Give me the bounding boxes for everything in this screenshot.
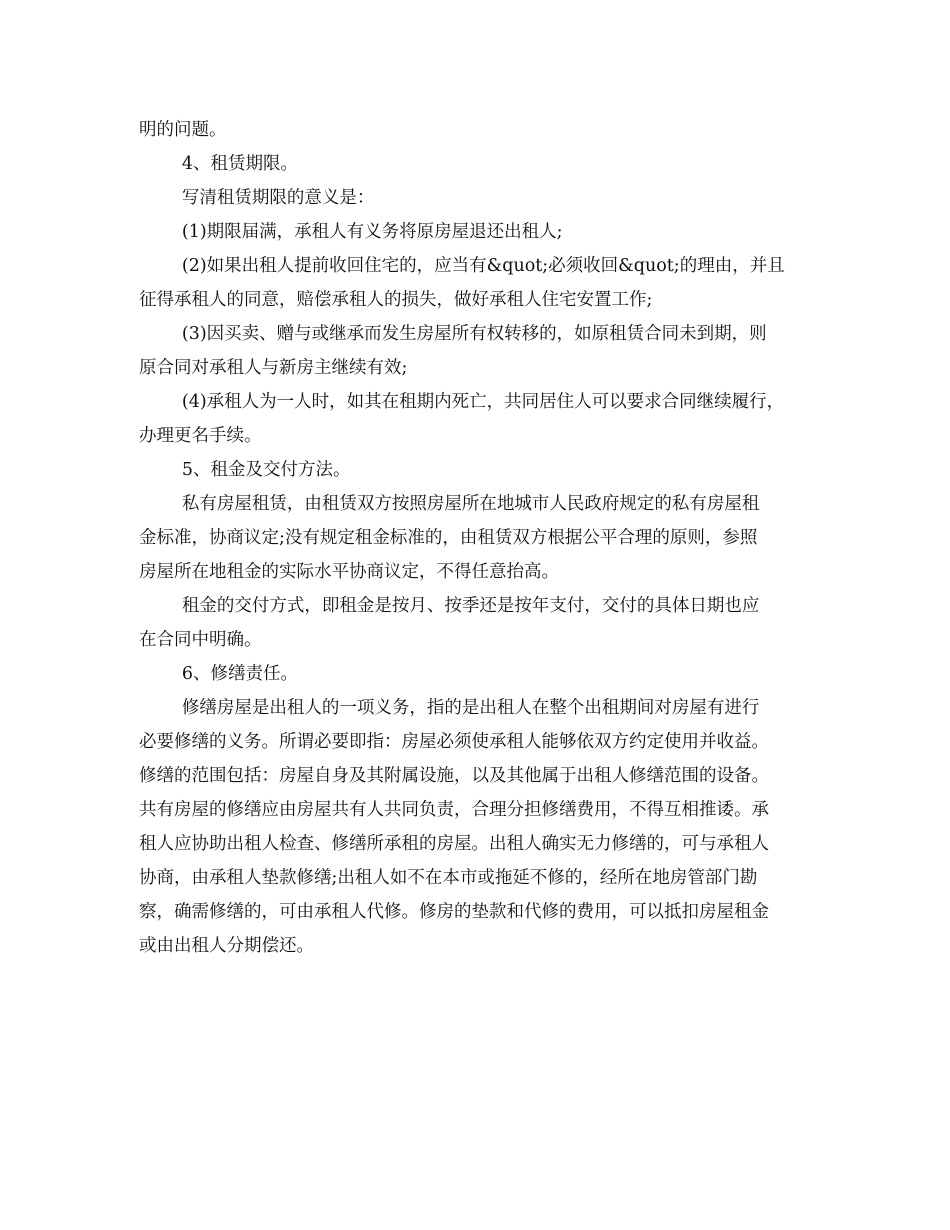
paragraph-lease-term-intro: 写清租赁期限的意义是： [181,188,375,208]
section-heading-rent-payment: 5、租金及交付方法。 [181,460,351,480]
section-heading-repair: 6、修缮责任。 [181,664,299,684]
document-body [139,113,839,963]
paragraph-item-3: (3)因买卖、赠与或继承而发生房屋所有权转移的，如原租赁合同未到期，则 原合同对承租人与新房主继续有效; [139,324,767,378]
paragraph-private-rent: 私有房屋租赁，由租赁双方按照房屋所在地城市人民政府规定的私有房屋租 金标准，协商议定;没有规定租金标准的，由租赁双方根据公平合理的原则，参照 房屋所在地租金的实际水平协商议定，不得任意抬高。 [139,494,760,582]
paragraph-item-4: (4)承租人为一人时，如其在租期内死亡，共同居住人可以要求合同继续履行， 办理更名手续。 [139,392,785,446]
paragraph-continuation: 明的问题。 [139,120,227,140]
paragraph-payment-method: 租金的交付方式，即租金是按月、按季还是按年支付，交付的具体日期也应 在合同中明确。 [139,596,760,650]
section-heading-lease-term: 4、租赁期限。 [181,154,299,174]
paragraph-repair-duty: 修缮房屋是出租人的一项义务，指的是出租人在整个出租期间对房屋有进行 必要修缮的义务。所谓必要即指：房屋必须使承租人能够依双方约定使用并收益。 修缮的范围包括：房屋自身及其附属设施，以及其他属于出租人修缮范围的设备。 共有房屋的修缮应由房屋共有人共同负责，合理分担修缮费用，不得互相推诿。承 租人应协助出租人检查、修缮所承租的房屋。出租人确实无力修缮的，可与承租人 协商，由承租人垫款修缮;出租人如不在本市或拖延不修的，经所在地房管部门勘 察，确需修缮的，可由承租人代修。修房的垫款和代修的费用，可以抵扣房屋租金 或由出租人分期偿还。 [139,698,769,956]
paragraph-item-2: (2)如果出租人提前收回住宅的，应当有&quot;必须收回&quot;的理由，并且 征得承租人的同意，赔偿承租人的损失，做好承租人住宅安置工作; [139,256,785,310]
paragraph-item-1: (1)期限届满，承租人有义务将原房屋退还出租人; [181,222,563,242]
